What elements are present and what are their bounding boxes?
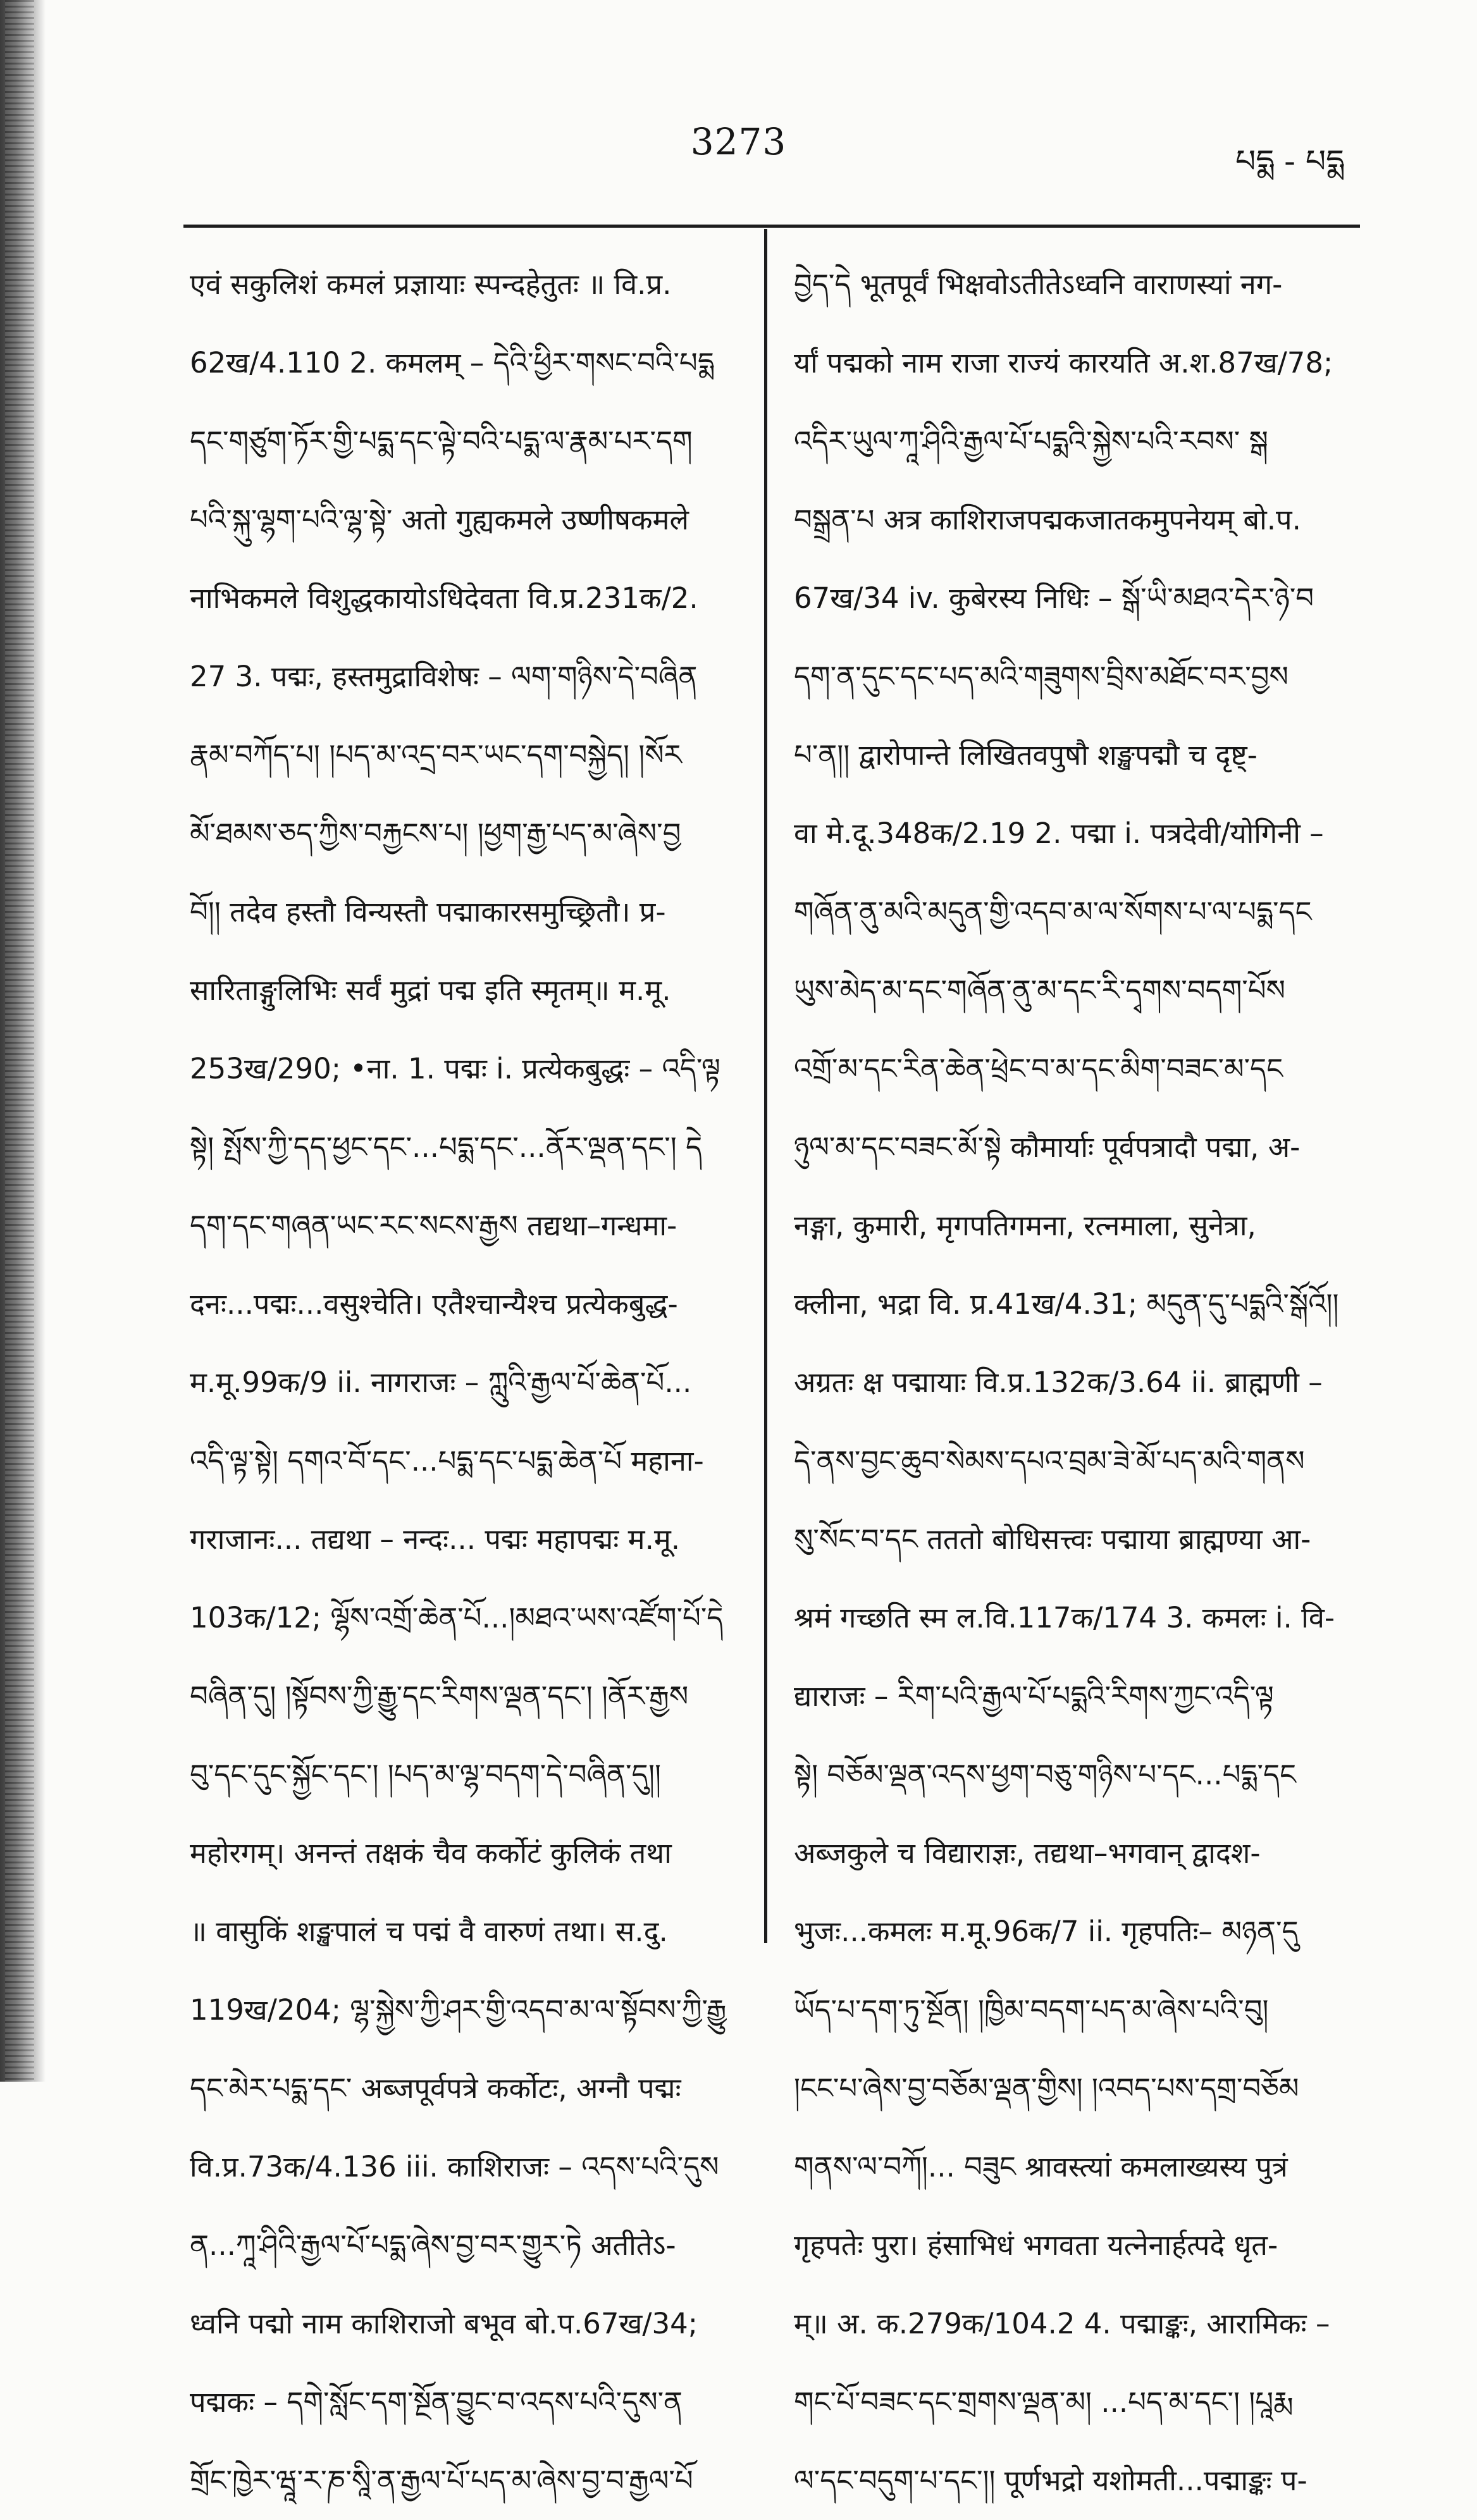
right-line: པ་ན།། द्वारोपान्ते लिखितवपुषौ शङ्खपद्मौ च दृष्ट्-: [794, 738, 1258, 772]
right-line: །ངང་པ་ཞེས་བྱ་བཅོམ་ལྡན་གྱིས། །འབད་པས་དགྲ་བཅོམ: [794, 2072, 1299, 2105]
right-line: भुजः...कमलः म.मू.96क/7 ii. गृहपतिः– མཉན་དུ: [794, 1915, 1299, 1948]
right-line: གནས་ལ་བཀོ།... བཟུང श्रावस्त्यां कमलाख्यस्य पुत्रं: [794, 2150, 1288, 2183]
left-line: བོ།། तदेव हस्तौ विन्यस्तौ पद्माकारसमुच्छ्रितौ। प्र-: [190, 895, 666, 929]
header-rule: [183, 225, 1360, 228]
left-line: སྟེ། སྤོས་ཀྱི་དད་ཕྱང་དང་...པདྨ་དང་...ནོར་ལྡན་དང་། དེ: [190, 1130, 703, 1164]
left-line: म.मू.99क/9 ii. नागराजः – ཀླུའི་རྒྱལ་པོ་ཆེན་པོ...: [190, 1366, 692, 1399]
left-line: 27 3. पद्मः, हस्तमुद्राविशेषः – ལག་གཉིས་དེ་བཞིན: [190, 660, 698, 693]
right-line: गृहपतेः पुरा। हंसाभिधं भगवता यत्नेनार्हत्पदे धृत-: [794, 2228, 1278, 2262]
left-line: सारिताङ्गुलिभिः सर्वं मुद्रां पद्म इति स्मृतम्॥ म.मू.: [190, 973, 671, 1007]
right-line: དེ་ནས་བྱང་ཆུབ་སེམས་དཔའ་བྲམ་ཟེ་མོ་པད་མའི་གནས: [794, 1444, 1305, 1478]
left-line: བཞིན་དུ། །སྟོབས་ཀྱི་རྒྱུ་དང་རིགས་ལྡན་དང་། །ནོར་རྒྱས: [190, 1679, 689, 1713]
right-line: वा मे.दू.348क/2.19 2. पद्मा i. पत्रदेवी/योगिनी –: [794, 817, 1324, 850]
left-line: པའི་སྐུ་ལྷག་པའི་ལྷ་སྟེ་ अतो गुह्यकमले उष्णीषकमले: [190, 503, 689, 536]
left-line: दनः...पद्मः...वसुश्चेति। एतैश्चान्यैश्च प्रत्येकबुद्ध-: [190, 1287, 678, 1321]
left-line: 253ख/290; •ना. 1. पद्मः i. प्रत्येकबुद्धः – འདི་ལྟ: [190, 1052, 720, 1085]
right-line: द्याराजः – རིག་པའི་རྒྱལ་པོ་པདྨའི་རིགས་ཀྱང་འདི་ལྟ: [794, 1679, 1274, 1713]
right-line: श्रमं गच्छति स्म ल.वि.117क/174 3. कमलः i. वि-: [794, 1601, 1335, 1634]
left-line: महोरगम्। अनन्तं तक्षकं चैव कर्कोटं कुलिकं तथा: [190, 1836, 672, 1870]
right-line: འདིར་ཡུལ་ཀཱ་ཤིའི་རྒྱལ་པོ་པདྨའི་སྐྱེས་པའི་རབས་ སྒ: [794, 424, 1268, 458]
left-line: ॥ वासुकिं शङ्खपालं च पद्मं वै वारुणं तथा। स.दु.: [190, 1915, 668, 1948]
left-line: ན...ཀཱ་ཤིའི་རྒྱལ་པོ་པདྨ་ཞེས་བྱ་བར་གྱུར་ཏེ अतीतेऽ-: [190, 2228, 676, 2262]
left-line: 62ख/4.110 2. कमलम् – དེའི་ཕྱིར་གསང་བའི་པདྨ: [190, 346, 714, 380]
left-line: 103क/12; ལྷོས་འགྲོ་ཆེན་པོ...།མཐའ་ཡས་འཛོག་པོ་དེ: [190, 1601, 724, 1634]
right-line: ཡོད་པ་དག་ཏུ་སྔོན། །ཁྱིམ་བདག་པད་མ་ཞེས་པའི་བུ།: [794, 1993, 1269, 2027]
right-line: འགྲོ་མ་དང་རིན་ཆེན་ཕྲེང་བ་མ་དང་མིག་བཟང་མ་དང: [794, 1052, 1283, 1085]
right-line: ཡུས་མེད་མ་དང་གཞོན་ནུ་མ་དང་རི་དྭགས་བདག་པོས: [794, 973, 1285, 1007]
left-line: བུ་དང་དུང་སྐྱོང་དང་། །པད་མ་ལྷ་བདག་དེ་བཞིན་དུ།།: [190, 1758, 661, 1791]
left-column: [190, 245, 746, 2520]
column-divider: [764, 229, 767, 1943]
right-line: བྱེད་དེ भूतपूर्वं भिक्षवोऽतीतेऽध्वनि वाराणस्यां नग-: [794, 268, 1283, 301]
right-column: [794, 245, 1350, 2520]
right-line: नङ्गा, कुमारी, मृगपतिगमना, रत्नमाला, सुनेत्रा,: [794, 1209, 1256, 1242]
left-line: पद्मकः – དགེ་སློང་དག་སྔོན་བྱུང་བ་འདས་པའི་དུས་ན: [190, 2385, 683, 2419]
left-line: नाभिकमले विशुद्धकायोऽधिदेवता वि.प्र.231क/2.: [190, 581, 698, 615]
scan-shadow-noise: [5, 0, 34, 2082]
page-number: 3273: [690, 120, 787, 163]
left-line: गराजानः... तद्यथा – नन्दः... पद्मः महापद्मः म.मू.: [190, 1522, 681, 1556]
left-line: एवं सकुलिशं कमलं प्रज्ञायाः स्पन्दहेतुतः ॥ वि.प्र.: [190, 268, 672, 301]
right-line: अग्रतः क्ष पद्मायाः वि.प्र.132क/3.64 ii. ब्राह्मणी –: [794, 1366, 1323, 1399]
left-line: རྣམ་བཀོད་པ། །པད་མ་འདྲ་བར་ཡང་དག་བསྐྱེད། །སོར: [190, 738, 682, 772]
right-line: སུ་སོང་བ་དང तततो बोधिसत्त्वः पद्माया ब्राह्मण्या आ-: [794, 1522, 1311, 1556]
left-line: ध्वनि पद्मो नाम काशिराजो बभूव बो.प.67ख/34;: [190, 2307, 698, 2340]
left-line: དང་མེར་པདྨ་དང་ अब्जपूर्वपत्रे कर्कोटः, अग्नौ पद्मः: [190, 2072, 681, 2105]
right-line: གཞོན་ནུ་མའི་མདུན་གྱི་འདབ་མ་ལ་སོགས་པ་ལ་པདྨ་དང: [794, 895, 1312, 929]
left-line: གྲོང་ཁྱེར་ཝཱ་ར་ཎ་སཱི་ན་རྒྱལ་པོ་པད་མ་ཞེས་བྱ་བ་རྒྱལ་པོ: [190, 2464, 693, 2497]
left-line: འདི་ལྟ་སྟེ། དགའ་བོ་དང་...པདྨ་དང་པདྨ་ཆེན་པོ महाना-: [190, 1444, 704, 1478]
right-line: གང་པོ་བཟང་དང་གྲགས་ལྡན་མ། ...པད་མ་དང་། །པཱརྨ: [794, 2385, 1294, 2419]
right-line: ཉུལ་མ་དང་བཟང་མོ་སྟེ कौमार्याः पूर्वपत्रादौ पद्मा, अ-: [794, 1130, 1301, 1164]
right-line: སྟེ། བཅོམ་ལྡན་འདས་ཕྱག་བཅུ་གཉིས་པ་དང...པདྨ་དང: [794, 1758, 1296, 1791]
right-line: अब्जकुले च विद्याराज्ञः, तद्यथा–भगवान् द्वादश-: [794, 1836, 1261, 1870]
right-line: བསྒྲན་པ अत्र काशिराजपद्मकजातकमुपनेयम् बो.प.: [794, 503, 1301, 536]
right-line: དག་ན་དུང་དང་པད་མའི་གཟུགས་བྲིས་མཐོང་བར་བྱས: [794, 660, 1289, 693]
running-head: པདྨ - པདྨ: [1235, 143, 1344, 180]
left-line: དང་གཙུག་ཏོར་གྱི་པདྨ་དང་ལྟེ་བའི་པདྨ་ལ་རྣམ་པར་དག: [190, 424, 693, 458]
right-line: 67ख/34 iv. कुबेरस्य निधिः – སྒོ་ཡི་མཐའ་དེར་ཉེ་བ: [794, 581, 1314, 615]
left-line: དག་དང་གཞན་ཡང་རང་སངས་རྒྱས तद्यथा–गन्धमा-: [190, 1209, 677, 1242]
right-line: म्॥ अ. क.279क/104.2 4. पद्माङ्कः, आरामिकः –: [794, 2307, 1330, 2340]
right-line: ལ་དང་བདུག་པ་དང་།། पूर्णभद्रो यशोमती...पद्माङ्कः प-: [794, 2464, 1307, 2497]
right-line: र्यां पद्मको नाम राजा राज्यं कारयति अ.श.87ख/78;: [794, 346, 1333, 380]
left-line: མོ་ཐམས་ཅད་ཀྱིས་བརྐྱངས་པ། །ཕྱག་རྒྱ་པད་མ་ཞེས་བྱ: [190, 817, 681, 850]
left-line: वि.प्र.73क/4.136 iii. काशिराजः – འདས་པའི་དུས: [190, 2150, 719, 2183]
left-line: 119ख/204; ལྷ་སྐྱེས་ཀྱི་ཤར་གྱི་འདབ་མ་ལ་སྟོབས་ཀྱི་རྒྱུ: [190, 1993, 727, 2027]
right-line: क्लीना, भद्रा वि. प्र.41ख/4.31; མདུན་དུ་པདྨའི་སྒོའོ།།: [794, 1287, 1339, 1321]
